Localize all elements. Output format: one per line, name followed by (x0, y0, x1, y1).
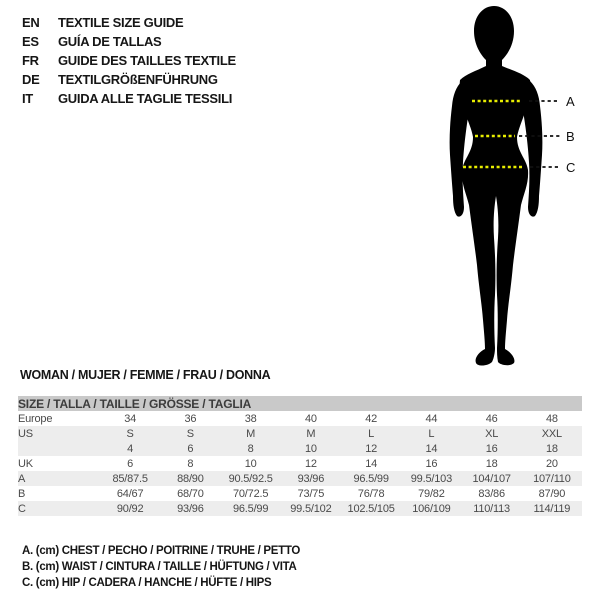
row-label: A (18, 471, 100, 486)
table-row-us-letters (18, 426, 582, 441)
cell: 46 (485, 412, 498, 425)
cell: 93/96 (160, 501, 220, 516)
cell: 14 (401, 441, 461, 456)
row-label: Europe (18, 412, 53, 425)
cell: 107/110 (522, 471, 582, 486)
language-code: FR (22, 53, 39, 68)
language-code: EN (22, 15, 40, 30)
cell: 76/78 (357, 487, 385, 500)
cell: 99.5/102 (281, 501, 341, 516)
language-row (22, 51, 236, 70)
marker-label-a: A (566, 94, 575, 109)
cell: 64/67 (116, 487, 144, 500)
language-row (22, 32, 236, 51)
language-code: DE (22, 72, 40, 87)
language-code: IT (22, 91, 33, 106)
measurement-figure (420, 0, 600, 378)
table-row-c-hip (18, 501, 582, 516)
cell: 104/107 (462, 471, 522, 486)
cell: 34 (124, 412, 137, 425)
cell: 6 (160, 441, 220, 456)
woman-silhouette-icon (420, 0, 600, 378)
language-title: GUIDA ALLE TAGLIE TESSILI (58, 91, 233, 106)
cell: 93/96 (281, 471, 341, 486)
cell: 110/113 (462, 501, 522, 516)
cell: 4 (100, 441, 160, 456)
legend-chest: A. (cm) CHEST / PECHO / POITRINE / TRUHE / PETTO (22, 545, 301, 557)
cell: 8 (221, 441, 281, 456)
row-label: UK (18, 457, 33, 470)
cell: 18 (522, 441, 582, 456)
table-row-us-numbers (18, 441, 582, 456)
row-label: C (18, 501, 100, 516)
legend-waist: B. (cm) WAIST / CINTURA / TAILLE / HÜFTUNG / VITA (22, 561, 297, 573)
table-row-b-waist (18, 486, 582, 501)
cell: S (100, 426, 160, 441)
language-title: TEXTILGRÖßENFÜHRUNG (58, 72, 218, 87)
language-list (22, 13, 236, 108)
measurement-legend (22, 543, 300, 591)
cell: 106/109 (401, 501, 461, 516)
cell: XL (462, 426, 522, 441)
cell: 99.5/103 (401, 471, 461, 486)
language-title: GUIDE DES TAILLES TEXTILE (58, 53, 236, 68)
size-table-header: SIZE / TALLA / TAILLE / GRÖSSE / TAGLIA (18, 396, 582, 411)
cell: 40 (304, 412, 317, 425)
cell: 42 (365, 412, 378, 425)
table-row-a-chest (18, 471, 582, 486)
cell: 83/86 (478, 487, 505, 500)
cell: XXL (522, 426, 582, 441)
cell: 10 (281, 441, 341, 456)
cell: 73/75 (297, 487, 325, 500)
silhouette-right-arm (523, 81, 543, 217)
cell: 68/70 (177, 487, 204, 500)
cell: 16 (425, 457, 438, 470)
size-table-header-row (18, 396, 582, 411)
cell: 114/119 (522, 501, 582, 516)
cell: L (341, 426, 401, 441)
size-table (18, 396, 582, 516)
cell: 18 (485, 457, 498, 470)
cell: 85/87.5 (100, 471, 160, 486)
cell: 38 (244, 412, 257, 425)
cell: 87/90 (538, 487, 566, 500)
cell: 96.5/99 (341, 471, 401, 486)
marker-label-b: B (566, 129, 575, 144)
cell: 44 (425, 412, 438, 425)
language-row (22, 70, 236, 89)
silhouette-left-arm (450, 81, 470, 217)
marker-label-c: C (566, 160, 576, 175)
cell: 14 (365, 457, 378, 470)
language-title: GUÍA DE TALLAS (58, 34, 162, 49)
silhouette-body (460, 6, 531, 366)
cell: 96.5/99 (221, 501, 281, 516)
cell: 6 (127, 457, 134, 470)
cell: 79/82 (418, 487, 445, 500)
cell: 90/92 (100, 501, 160, 516)
table-row-uk (18, 456, 582, 471)
cell: 8 (187, 457, 194, 470)
cell: L (401, 426, 461, 441)
cell: 12 (341, 441, 401, 456)
legend-hip: C. (cm) HIP / CADERA / HANCHE / HÜFTE / HIPS (22, 577, 272, 589)
cell: S (160, 426, 220, 441)
row-label (18, 441, 100, 456)
language-code: ES (22, 34, 39, 49)
cell: 36 (184, 412, 197, 425)
row-label: US (18, 426, 100, 441)
table-row-europe (18, 411, 582, 426)
cell: 12 (304, 457, 317, 470)
cell: 10 (244, 457, 257, 470)
cell: 88/90 (160, 471, 220, 486)
row-label: B (18, 487, 26, 500)
cell: 102.5/105 (341, 501, 401, 516)
language-row (22, 13, 236, 32)
cell: M (221, 426, 281, 441)
cell: 90.5/92.5 (221, 471, 281, 486)
cell: M (281, 426, 341, 441)
cell: 16 (462, 441, 522, 456)
table-group-title: WOMAN / MUJER / FEMME / FRAU / DONNA (20, 368, 271, 382)
cell: 20 (545, 457, 558, 470)
cell: 48 (545, 412, 558, 425)
language-title: TEXTILE SIZE GUIDE (58, 15, 184, 30)
language-row (22, 89, 236, 108)
cell: 70/72.5 (232, 487, 269, 500)
